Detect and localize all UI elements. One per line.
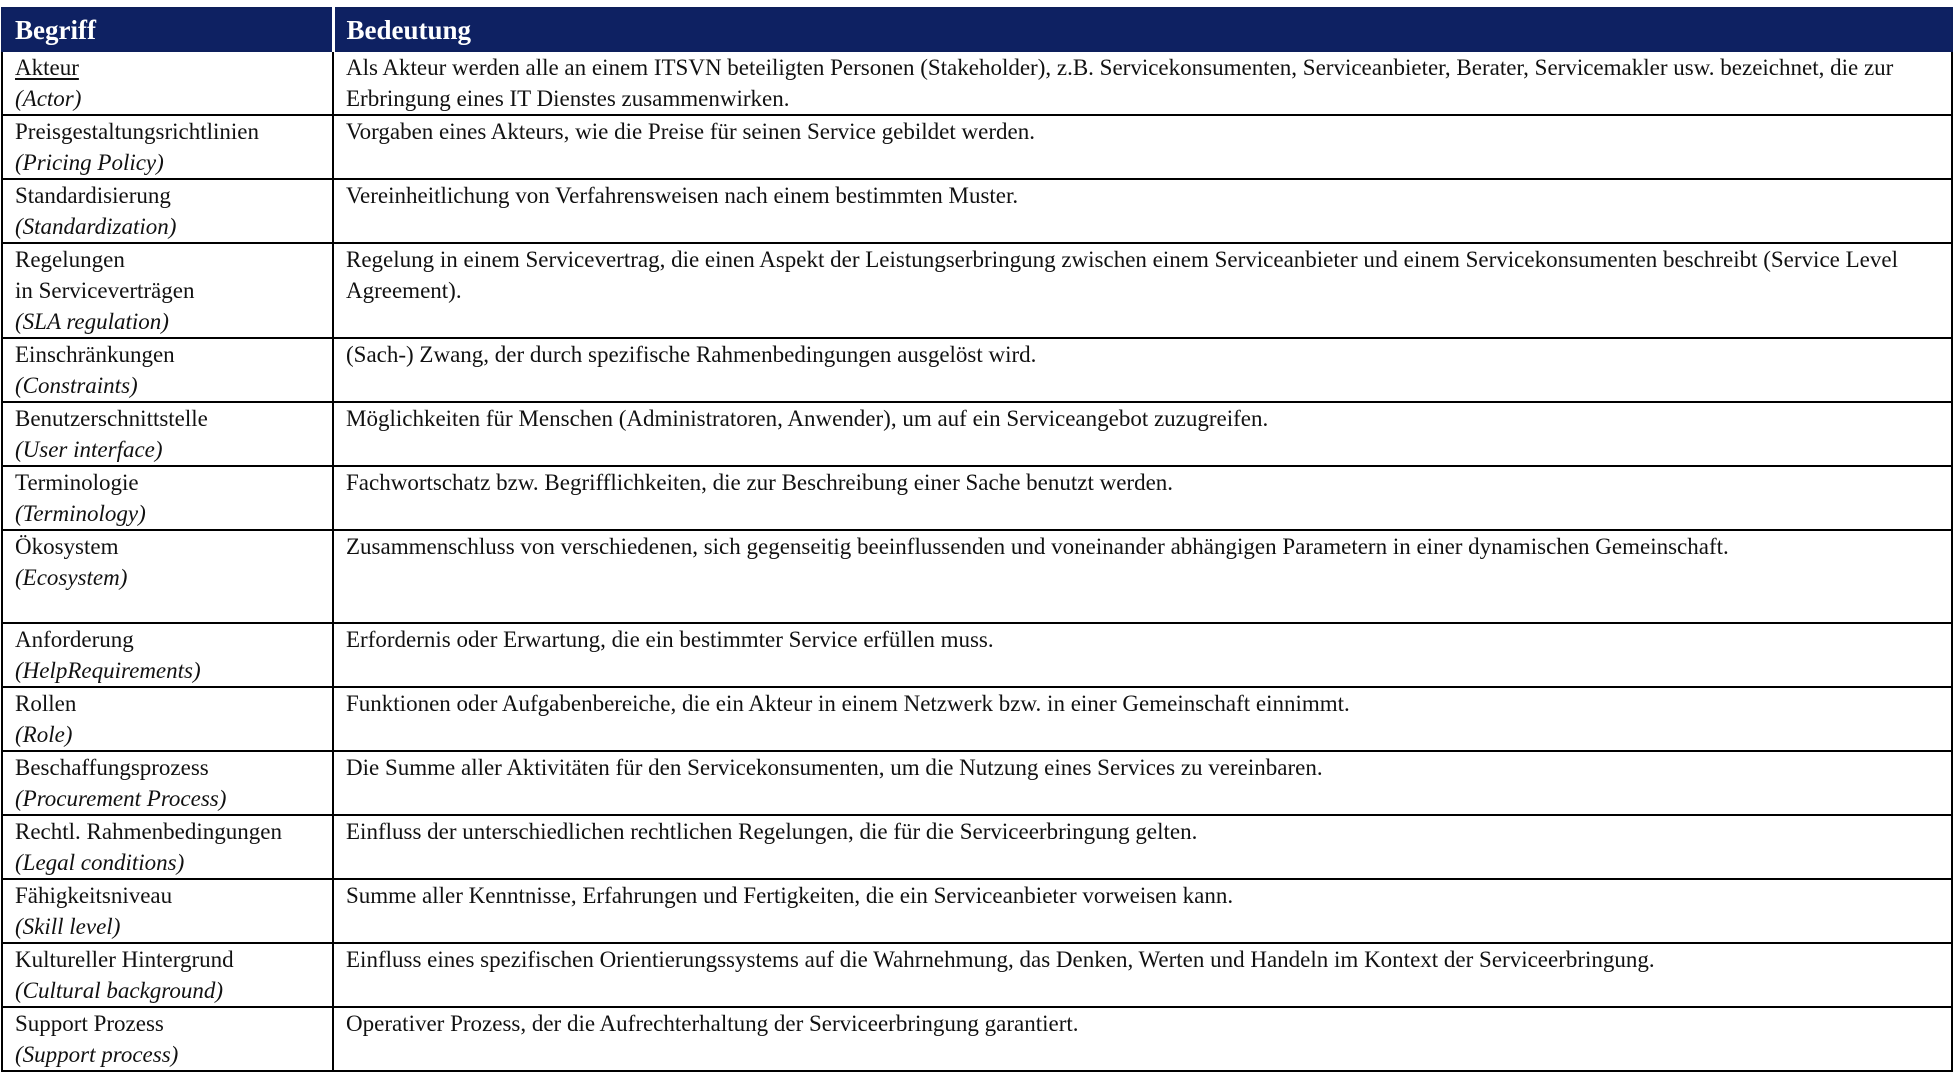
term-name: Fähigkeitsniveau bbox=[15, 883, 173, 908]
term-translation: (Actor) bbox=[15, 86, 82, 111]
table-row bbox=[2, 402, 1952, 466]
table-row bbox=[2, 943, 1952, 1007]
term-name: Preisgestaltungsrichtlinien bbox=[15, 119, 260, 144]
header-row bbox=[2, 8, 1952, 51]
term-translation: (Legal conditions) bbox=[15, 850, 185, 875]
term-meaning: Summe aller Kenntnisse, Erfahrungen und Fertigkeiten, die ein Serviceanbieter vorweisen kann. bbox=[346, 883, 1234, 908]
term-cell bbox=[2, 687, 333, 751]
term-name: Standardisierung bbox=[15, 183, 171, 208]
term-translation: (User interface) bbox=[15, 437, 163, 462]
term-translation: (Constraints) bbox=[15, 373, 138, 398]
table-row bbox=[2, 623, 1952, 687]
meaning-cell bbox=[333, 623, 1952, 687]
term-translation: (Ecosystem) bbox=[15, 565, 128, 590]
term-name: Benutzerschnittstelle bbox=[15, 406, 208, 431]
term-translation: (Pricing Policy) bbox=[15, 150, 164, 175]
term-name: Support Prozess bbox=[15, 1011, 164, 1036]
term-cell bbox=[2, 466, 333, 530]
meaning-column-header: Bedeutung bbox=[333, 8, 1952, 51]
term-cell bbox=[2, 879, 333, 943]
term-meaning: Vorgaben eines Akteurs, wie die Preise für seinen Service gebildet werden. bbox=[346, 119, 1035, 144]
term-meaning: Möglichkeiten für Menschen (Administratoren, Anwender), um auf ein Serviceangebot zuzugreifen. bbox=[346, 406, 1269, 431]
meaning-cell bbox=[333, 1007, 1952, 1071]
term-translation: (Terminology) bbox=[15, 501, 146, 526]
table-row bbox=[2, 879, 1952, 943]
term-cell bbox=[2, 179, 333, 243]
term-meaning: (Sach-) Zwang, der durch spezifische Rahmenbedingungen ausgelöst wird. bbox=[346, 342, 1037, 367]
term-meaning: Zusammenschluss von verschiedenen, sich gegenseitig beeinflussenden und voneinander abhängigen Parametern in einer dynamischen Gemeinschaft. bbox=[346, 534, 1729, 559]
meaning-cell bbox=[333, 815, 1952, 879]
term-name: Terminologie bbox=[15, 470, 139, 495]
term-name-link[interactable]: Akteur bbox=[15, 55, 79, 80]
term-translation: (HelpRequirements) bbox=[15, 658, 201, 683]
term-translation: (Role) bbox=[15, 722, 73, 747]
term-cell bbox=[2, 751, 333, 815]
term-meaning: Fachwortschatz bzw. Begrifflichkeiten, die zur Beschreibung einer Sache benutzt werden. bbox=[346, 470, 1174, 495]
term-cell bbox=[2, 623, 333, 687]
term-meaning: Vereinheitlichung von Verfahrensweisen nach einem bestimmten Muster. bbox=[346, 183, 1019, 208]
term-cell bbox=[2, 815, 333, 879]
table-row bbox=[2, 687, 1952, 751]
term-translation: (SLA regulation) bbox=[15, 309, 169, 334]
table-header bbox=[2, 8, 1952, 51]
term-meaning: Einfluss der unterschiedlichen rechtlichen Regelungen, die für die Serviceerbringung gelten. bbox=[346, 819, 1198, 844]
term-meaning: Als Akteur werden alle an einem ITSVN beteiligten Personen (Stakeholder), z.B. Servicekonsumenten, Serviceanbieter, Berater, Servicemakler usw. bezeichnet, die zur Erbringung eines IT Dienstes zusammenwirken. bbox=[346, 55, 1894, 111]
table-row bbox=[2, 179, 1952, 243]
term-cell bbox=[2, 943, 333, 1007]
meaning-cell bbox=[333, 402, 1952, 466]
term-translation: (Skill level) bbox=[15, 914, 121, 939]
term-cell bbox=[2, 1007, 333, 1071]
meaning-cell bbox=[333, 530, 1952, 623]
meaning-cell bbox=[333, 51, 1952, 115]
meaning-cell bbox=[333, 179, 1952, 243]
term-meaning: Funktionen oder Aufgabenbereiche, die ein Akteur in einem Netzwerk bzw. in einer Gemeinschaft einnimmt. bbox=[346, 691, 1350, 716]
term-translation: (Standardization) bbox=[15, 214, 177, 239]
term-cell bbox=[2, 402, 333, 466]
term-meaning: Erfordernis oder Erwartung, die ein bestimmter Service erfüllen muss. bbox=[346, 627, 994, 652]
table-row bbox=[2, 530, 1952, 623]
term-cell bbox=[2, 51, 333, 115]
meaning-cell bbox=[333, 879, 1952, 943]
term-name: Anforderung bbox=[15, 627, 134, 652]
term-name: Kultureller Hintergrund bbox=[15, 947, 234, 972]
table-row bbox=[2, 115, 1952, 179]
table-row bbox=[2, 815, 1952, 879]
term-name: Rollen bbox=[15, 691, 77, 716]
table-row bbox=[2, 751, 1952, 815]
meaning-cell bbox=[333, 338, 1952, 402]
term-meaning: Operativer Prozess, der die Aufrechterhaltung der Serviceerbringung garantiert. bbox=[346, 1011, 1079, 1036]
table-row bbox=[2, 466, 1952, 530]
term-name-line-2: in Serviceverträgen bbox=[15, 278, 195, 303]
meaning-cell bbox=[333, 243, 1952, 338]
term-cell bbox=[2, 243, 333, 338]
table-row bbox=[2, 51, 1952, 115]
glossary-table bbox=[1, 7, 1953, 1072]
table-row bbox=[2, 243, 1952, 338]
term-name: Regelungen bbox=[15, 247, 125, 272]
term-translation: (Procurement Process) bbox=[15, 786, 227, 811]
meaning-cell bbox=[333, 115, 1952, 179]
term-name: Rechtl. Rahmenbedingungen bbox=[15, 819, 282, 844]
meaning-cell bbox=[333, 943, 1952, 1007]
meaning-cell bbox=[333, 687, 1952, 751]
meaning-cell bbox=[333, 466, 1952, 530]
term-name: Ökosystem bbox=[15, 534, 119, 559]
term-meaning: Einfluss eines spezifischen Orientierungssystems auf die Wahrnehmung, das Denken, Werten und Handeln im Kontext der Serviceerbringung. bbox=[346, 947, 1655, 972]
term-cell bbox=[2, 115, 333, 179]
table-row bbox=[2, 338, 1952, 402]
term-translation: (Support process) bbox=[15, 1042, 179, 1067]
meaning-cell bbox=[333, 751, 1952, 815]
term-name: Beschaffungsprozess bbox=[15, 755, 209, 780]
term-translation: (Cultural background) bbox=[15, 978, 224, 1003]
term-cell bbox=[2, 530, 333, 623]
term-name: Einschränkungen bbox=[15, 342, 175, 367]
term-meaning: Die Summe aller Aktivitäten für den Servicekonsumenten, um die Nutzung eines Services zu vereinbaren. bbox=[346, 755, 1323, 780]
table-row bbox=[2, 1007, 1952, 1071]
term-cell bbox=[2, 338, 333, 402]
term-meaning: Regelung in einem Servicevertrag, die einen Aspekt der Leistungserbringung zwischen einem Serviceanbieter und einem Servicekonsumenten beschreibt (Service Level Agreement). bbox=[346, 247, 1898, 303]
term-column-header: Begriff bbox=[2, 8, 333, 51]
